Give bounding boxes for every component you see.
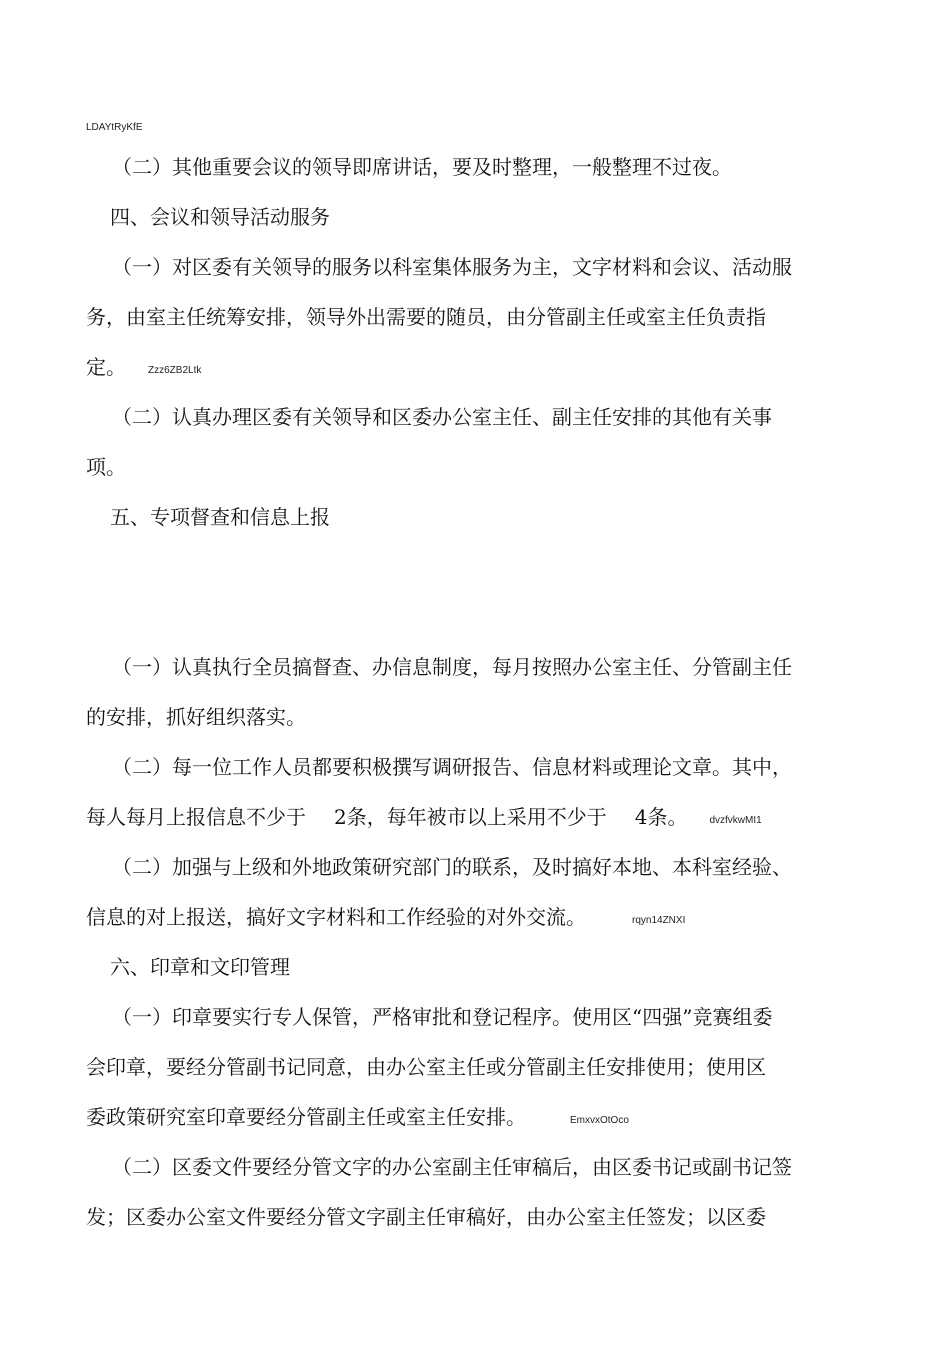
paragraph-line: （二）认真办理区委有关领导和区委办公室主任、副主任安排的其他有关事	[112, 405, 772, 429]
paragraph-text: 信息的对上报送，搞好文字材料和工作经验的对外交流。	[86, 905, 586, 929]
paragraph-line	[86, 803, 762, 831]
section-heading-6: 六、印章和文印管理	[110, 955, 290, 979]
paragraph-line: （一）对区委有关领导的服务以科室集体服务为主，文字材料和会议、活动服	[112, 255, 792, 279]
paragraph-text: 每人每月上报信息不少于	[86, 805, 306, 829]
paragraph-text: 条。	[647, 805, 688, 829]
doc-code: dvzfvkwMI1	[709, 814, 762, 826]
paragraph-line: （二）区委文件要经分管文字的办公室副主任审稿后，由区委书记或副书记签	[112, 1155, 792, 1179]
number-value: 4	[634, 805, 648, 829]
paragraph-line: （二）其他重要会议的领导即席讲话，要及时整理，一般整理不过夜。	[112, 155, 732, 179]
doc-code: rqyn14ZNXI	[632, 914, 686, 926]
doc-code: EmxvxOtOco	[570, 1114, 629, 1126]
paragraph-line: 项。	[86, 455, 126, 479]
paragraph-line: （二）加强与上级和外地政策研究部门的联系，及时搞好本地、本科室经验、	[112, 855, 792, 879]
paragraph-line: （一）印章要实行专人保管，严格审批和登记程序。使用区“四强”竞赛组委	[112, 1005, 773, 1029]
paragraph-line: 会印章，要经分管副书记同意，由办公室主任或分管副主任安排使用；使用区	[86, 1055, 766, 1079]
doc-code-top: LDAYtRyKfE	[86, 122, 143, 133]
paragraph-text: 条，每年被市以上采用不少于	[346, 805, 607, 829]
paragraph-line	[86, 353, 201, 381]
paragraph-line	[86, 1103, 629, 1131]
section-heading-4: 四、会议和领导活动服务	[110, 205, 330, 229]
section-heading-5: 五、专项督查和信息上报	[110, 505, 330, 529]
paragraph-line: （二）每一位工作人员都要积极撰写调研报告、信息材料或理论文章。其中，	[112, 755, 792, 779]
paragraph-line: 发；区委办公室文件要经分管文字副主任审稿好，由办公室主任签发；以区委	[86, 1205, 766, 1229]
paragraph-line	[86, 903, 685, 931]
paragraph-text: 委政策研究室印章要经分管副主任或室主任安排。	[86, 1105, 526, 1129]
doc-code: Zzz6ZB2Ltk	[148, 364, 202, 376]
number-value: 2	[334, 805, 347, 829]
paragraph-line: 的安排，抓好组织落实。	[86, 705, 306, 729]
paragraph-line: 务，由室主任统筹安排，领导外出需要的随员，由分管副主任或室主任负责指	[86, 305, 766, 329]
paragraph-text: 定。	[86, 355, 126, 379]
paragraph-line: （一）认真执行全员搞督查、办信息制度，每月按照办公室主任、分管副主任	[112, 655, 792, 679]
